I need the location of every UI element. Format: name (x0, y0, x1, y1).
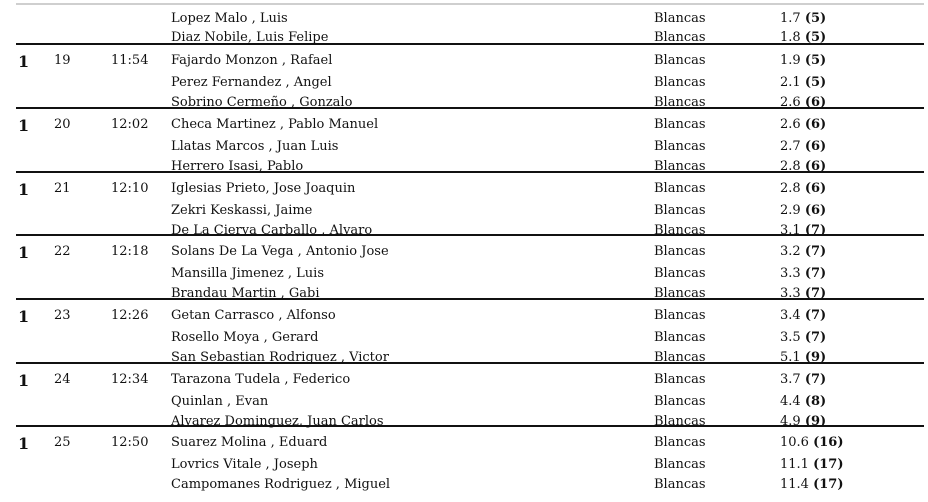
tee-color: Blancas (654, 75, 706, 90)
handicap-index: 3.1 (780, 223, 801, 238)
handicap-index: 3.2 (780, 244, 801, 259)
player-name: Lovrics Vitale , Joseph (171, 457, 318, 472)
handicap (780, 455, 844, 475)
start-time: 11:54 (111, 53, 149, 68)
player-name: De La Cierva Carballo , Alvaro (171, 223, 373, 238)
handicap (780, 221, 826, 241)
handicap-index: 2.8 (780, 181, 801, 196)
handicap (780, 28, 826, 48)
tee-color: Blancas (654, 203, 706, 218)
handicap-index: 2.9 (780, 203, 801, 218)
player-name: Mansilla Jimenez , Luis (171, 266, 324, 281)
tee-time-group (16, 234, 924, 301)
player-name: Diaz Nobile, Luis Felipe (171, 30, 329, 45)
player-row (16, 73, 924, 93)
tee-color: Blancas (654, 11, 706, 26)
handicap-index: 5.1 (780, 350, 801, 365)
handicap (780, 242, 826, 262)
handicap-index: 4.9 (780, 414, 801, 429)
playing-handicap: (5) (804, 75, 827, 90)
player-row (16, 306, 924, 326)
player-row (16, 284, 924, 304)
handicap-index: 3.5 (780, 330, 801, 345)
start-time: 12:10 (111, 181, 149, 196)
handicap-index: 3.3 (780, 286, 801, 301)
tee-number: 1 (18, 371, 30, 390)
playing-handicap: (7) (804, 330, 827, 345)
handicap (780, 412, 826, 432)
tee-color: Blancas (654, 244, 706, 259)
handicap-index: 2.1 (780, 75, 801, 90)
player-name: Lopez Malo , Luis (171, 11, 288, 26)
handicap-index: 2.8 (780, 159, 801, 174)
handicap-index: 3.3 (780, 266, 801, 281)
playing-handicap: (8) (804, 394, 827, 409)
handicap (780, 93, 826, 113)
player-name: San Sebastian Rodriguez , Victor (171, 350, 389, 365)
tee-color: Blancas (654, 95, 706, 110)
handicap-index: 3.7 (780, 372, 801, 387)
player-row (16, 221, 924, 241)
tee-color: Blancas (654, 457, 706, 472)
handicap (780, 433, 844, 453)
handicap (780, 73, 826, 93)
group-number: 19 (54, 53, 71, 68)
start-time: 12:18 (111, 244, 149, 259)
player-name: Quinlan , Evan (171, 394, 269, 409)
tee-number: 1 (18, 243, 30, 262)
tee-time-group (16, 362, 924, 429)
tee-color: Blancas (654, 159, 706, 174)
handicap-index: 11.1 (780, 457, 809, 472)
group-number: 23 (54, 308, 71, 323)
handicap (780, 370, 826, 390)
player-row (16, 370, 924, 390)
player-row (16, 179, 924, 199)
handicap (780, 264, 826, 284)
playing-handicap: (17) (813, 477, 844, 492)
tee-color: Blancas (654, 30, 706, 45)
playing-handicap: (6) (804, 159, 827, 174)
tee-color: Blancas (654, 266, 706, 281)
tee-color: Blancas (654, 394, 706, 409)
playing-handicap: (6) (804, 117, 827, 132)
playing-handicap: (7) (804, 266, 827, 281)
group-number: 24 (54, 372, 71, 387)
playing-handicap: (5) (804, 11, 827, 26)
player-row (16, 455, 924, 475)
handicap-index: 2.7 (780, 139, 801, 154)
player-row (16, 137, 924, 157)
tee-time-group (16, 43, 924, 110)
tee-number: 1 (18, 180, 30, 199)
player-name: Campomanes Rodriguez , Miguel (171, 477, 391, 492)
playing-handicap: (7) (804, 286, 827, 301)
tee-color: Blancas (654, 117, 706, 132)
tee-number: 1 (18, 307, 30, 326)
tee-number: 1 (18, 434, 30, 453)
playing-handicap: (6) (804, 181, 827, 196)
handicap (780, 392, 826, 412)
player-row (16, 157, 924, 177)
player-name: Sobrino Cermeño , Gonzalo (171, 95, 353, 110)
handicap (780, 51, 826, 71)
tee-color: Blancas (654, 477, 706, 492)
handicap (780, 157, 826, 177)
tee-color: Blancas (654, 308, 706, 323)
player-row (16, 264, 924, 284)
playing-handicap: (6) (804, 95, 827, 110)
player-name: Checa Martinez , Pablo Manuel (171, 117, 379, 132)
player-name: Iglesias Prieto, Jose Joaquin (171, 181, 356, 196)
tee-number: 1 (18, 116, 30, 135)
player-row (16, 93, 924, 113)
handicap (780, 284, 826, 304)
handicap (780, 179, 826, 199)
player-row (16, 201, 924, 221)
group-number: 22 (54, 244, 71, 259)
player-name: Llatas Marcos , Juan Luis (171, 139, 339, 154)
player-name: Perez Fernandez , Angel (171, 75, 332, 90)
group-number: 25 (54, 435, 71, 450)
start-time: 12:34 (111, 372, 149, 387)
player-row (16, 433, 924, 453)
player-name: Getan Carrasco , Alfonso (171, 308, 336, 323)
player-row (16, 115, 924, 135)
playing-handicap: (6) (804, 203, 827, 218)
playing-handicap: (9) (804, 414, 827, 429)
tee-time-group (16, 171, 924, 238)
handicap-index: 1.7 (780, 11, 801, 26)
player-row (16, 348, 924, 368)
handicap (780, 348, 826, 368)
playing-handicap: (16) (813, 435, 844, 450)
player-name: Rosello Moya , Gerard (171, 330, 319, 345)
start-time: 12:50 (111, 435, 149, 450)
handicap (780, 328, 826, 348)
handicap (780, 306, 826, 326)
top-divider (16, 3, 924, 5)
tee-color: Blancas (654, 414, 706, 429)
handicap-index: 1.8 (780, 30, 801, 45)
handicap (780, 115, 826, 135)
handicap (780, 137, 826, 157)
player-name: Herrero Isasi, Pablo (171, 159, 304, 174)
tee-color: Blancas (654, 286, 706, 301)
tee-time-group (16, 298, 924, 365)
playing-handicap: (17) (813, 457, 844, 472)
playing-handicap: (7) (804, 244, 827, 259)
tee-color: Blancas (654, 350, 706, 365)
tee-time-group (16, 425, 924, 492)
player-row (16, 392, 924, 412)
handicap-index: 2.6 (780, 95, 801, 110)
playing-handicap: (5) (804, 53, 827, 68)
tee-color: Blancas (654, 223, 706, 238)
player-name: Solans De La Vega , Antonio Jose (171, 244, 389, 259)
start-time: 12:02 (111, 117, 149, 132)
player-row (16, 9, 924, 29)
playing-handicap: (7) (804, 308, 827, 323)
tee-time-group (16, 107, 924, 174)
tee-color: Blancas (654, 139, 706, 154)
start-time: 12:26 (111, 308, 149, 323)
playing-handicap: (6) (804, 139, 827, 154)
player-row (16, 328, 924, 348)
player-row (16, 51, 924, 71)
playing-handicap: (9) (804, 350, 827, 365)
tee-number: 1 (18, 52, 30, 71)
player-name: Brandau Martin , Gabi (171, 286, 320, 301)
tee-color: Blancas (654, 372, 706, 387)
tee-color: Blancas (654, 53, 706, 68)
player-name: Suarez Molina , Eduard (171, 435, 328, 450)
handicap-index: 4.4 (780, 394, 801, 409)
group-number: 21 (54, 181, 71, 196)
handicap-index: 10.6 (780, 435, 809, 450)
playing-handicap: (7) (804, 372, 827, 387)
player-row (16, 28, 924, 48)
group-number: 20 (54, 117, 71, 132)
player-row (16, 412, 924, 432)
handicap-index: 1.9 (780, 53, 801, 68)
player-name: Tarazona Tudela , Federico (171, 372, 351, 387)
tee-color: Blancas (654, 181, 706, 196)
playing-handicap: (7) (804, 223, 827, 238)
handicap (780, 9, 826, 29)
player-row (16, 242, 924, 262)
handicap (780, 201, 826, 221)
playing-handicap: (5) (804, 30, 827, 45)
handicap-index: 11.4 (780, 477, 809, 492)
player-name: Alvarez Dominguez, Juan Carlos (171, 414, 384, 429)
player-name: Zekri Keskassi, Jaime (171, 203, 313, 218)
tee-color: Blancas (654, 435, 706, 450)
player-name: Fajardo Monzon , Rafael (171, 53, 333, 68)
handicap (780, 475, 844, 495)
tee-color: Blancas (654, 330, 706, 345)
handicap-index: 2.6 (780, 117, 801, 132)
player-row (16, 475, 924, 495)
handicap-index: 3.4 (780, 308, 801, 323)
